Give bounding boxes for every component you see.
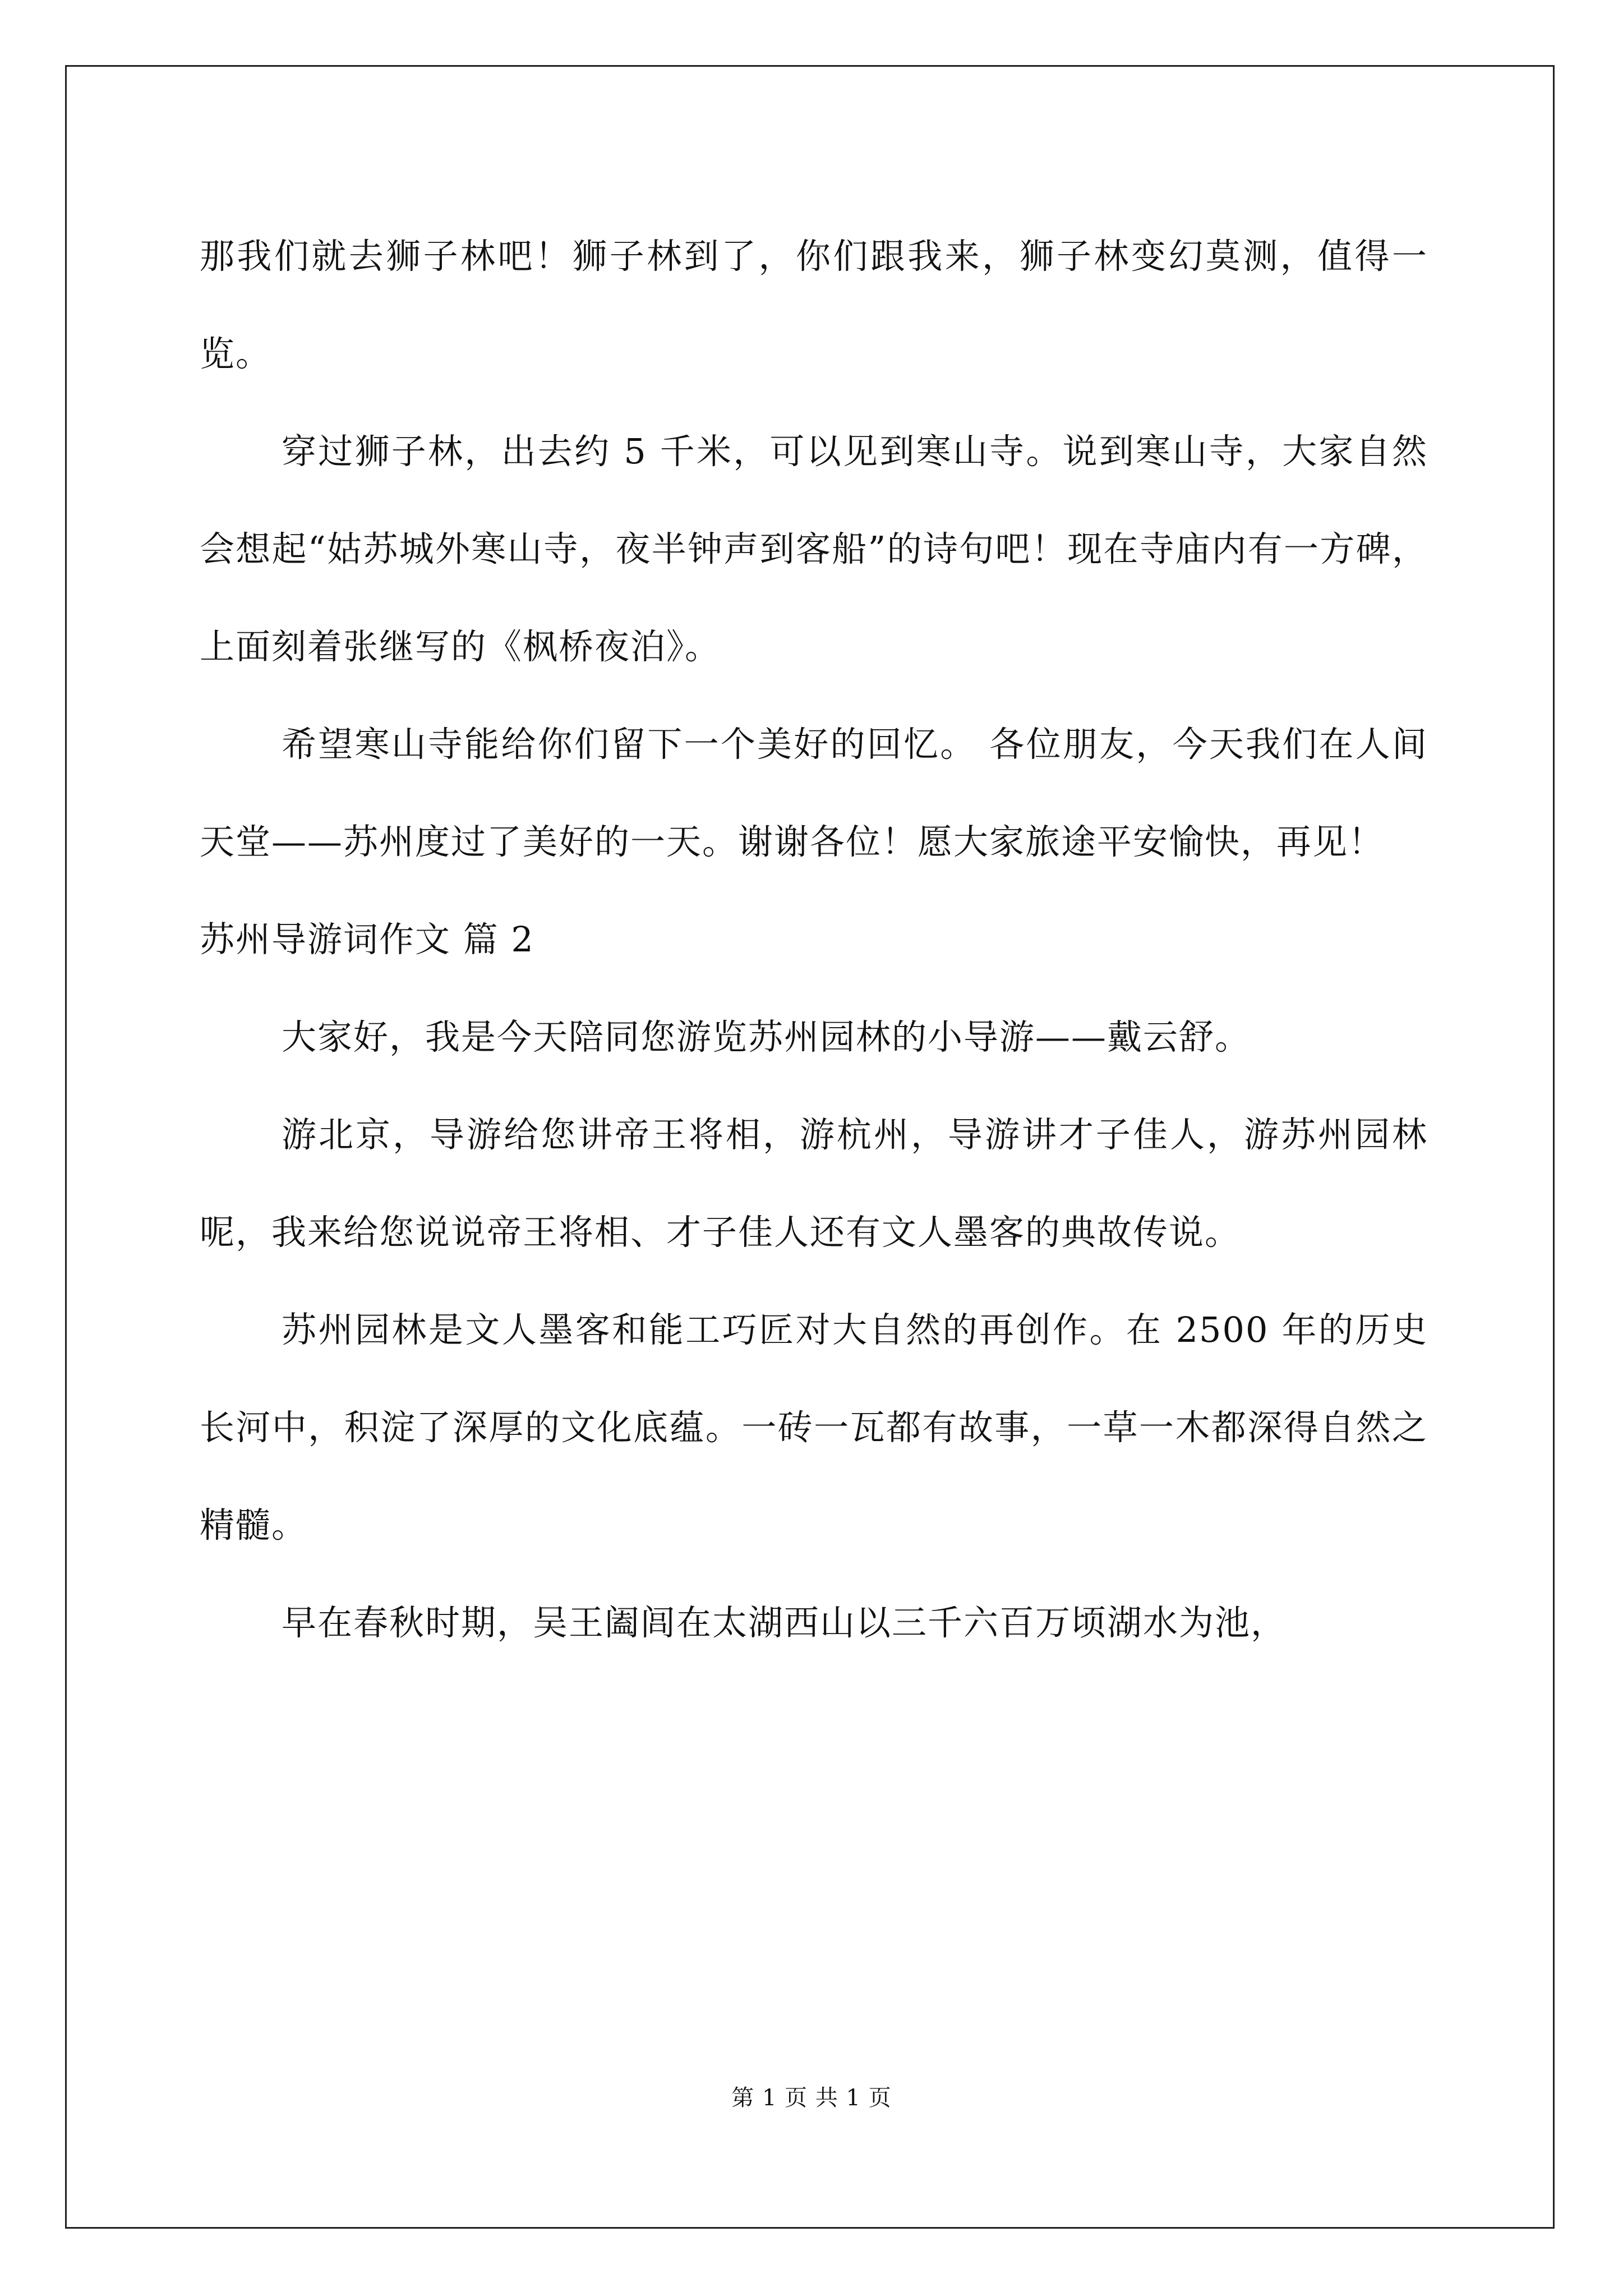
document-body	[200, 208, 1428, 1672]
paragraph: 穿过狮子林，出去约 5 千米，可以见到寒山寺。说到寒山寺，大家自然会想起“姑苏城外寒山寺，夜半钟声到客船”的诗句吧！现在寺庙内有一方碑，上面刻着张继写的《枫桥夜泊》。	[200, 431, 1428, 667]
paragraph: 那我们就去狮子林吧！狮子林到了，你们跟我来，狮子林变幻莫测，值得一览。	[200, 236, 1428, 374]
section-heading: 苏州导游词作文 篇 2	[200, 919, 534, 960]
paragraph: 苏州园林是文人墨客和能工巧匠对大自然的再创作。在 2500 年的历史长河中，积淀了深厚的文化底蕴。一砖一瓦都有故事，一草一木都深得自然之精髓。	[200, 1309, 1428, 1545]
paragraph: 游北京，导游给您讲帝王将相，游杭州，导游讲才子佳人，游苏州园林呢，我来给您说说帝王将相、才子佳人还有文人墨客的典故传说。	[200, 1114, 1428, 1253]
paragraph: 希望寒山寺能给你们留下一个美好的回忆。 各位朋友，今天我们在人间天堂——苏州度过了美好的一天。谢谢各位！愿大家旅途平安愉快，再见！	[200, 724, 1428, 862]
paragraph: 大家好，我是今天陪同您游览苏州园林的小导游——戴云舒。	[282, 1016, 1251, 1057]
page-footer: 第 1 页 共 1 页	[731, 2085, 892, 2111]
paragraph: 早在春秋时期，吴王阖闾在太湖西山以三千六百万顷湖水为池，	[282, 1602, 1287, 1643]
